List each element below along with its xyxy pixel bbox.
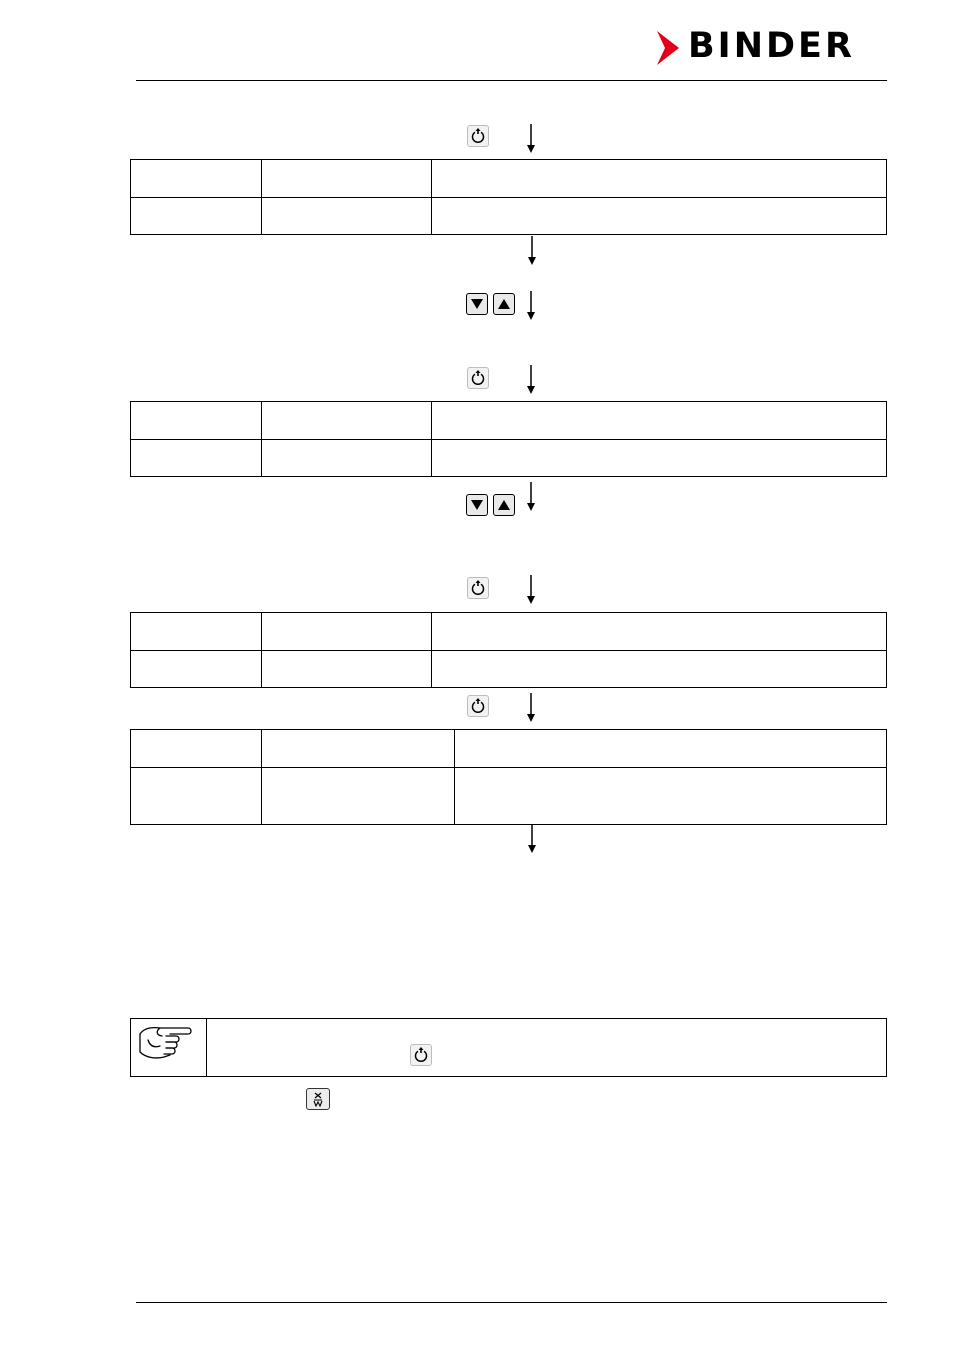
up-key: [493, 494, 515, 516]
down-arrow-icon: [526, 124, 536, 154]
settings-table-4: [130, 729, 887, 825]
table-cell: [131, 440, 262, 477]
header-rule: [136, 80, 887, 81]
up-triangle-icon: [497, 499, 511, 511]
enter-key: [467, 577, 489, 599]
table-cell: [131, 160, 262, 198]
table-row: [131, 651, 887, 688]
settings-table-1: [130, 159, 887, 235]
table-cell: [262, 160, 432, 198]
enter-circle-arrow-icon: [470, 580, 486, 596]
enter-circle-arrow-icon: [413, 1047, 429, 1063]
table-cell: [262, 198, 432, 235]
down-arrow-icon: [526, 575, 536, 605]
down-arrow-icon: [526, 365, 536, 395]
enter-circle-arrow-icon: [470, 698, 486, 714]
table-cell: [432, 651, 887, 688]
table-cell: [262, 768, 455, 825]
table-cell: [131, 768, 262, 825]
table-cell: [131, 651, 262, 688]
settings-table-2: [130, 401, 887, 477]
table-row: [131, 440, 887, 477]
table-cell: [455, 768, 887, 825]
note-box: [130, 1018, 887, 1077]
up-triangle-icon: [497, 298, 511, 310]
down-arrow-icon: [527, 236, 537, 266]
logo-triangle-icon: [657, 31, 681, 65]
enter-key: [467, 367, 489, 389]
table-row: [131, 402, 887, 440]
table-cell: [262, 440, 432, 477]
table-cell: [432, 160, 887, 198]
table-cell: [131, 730, 262, 768]
enter-key: [467, 695, 489, 717]
down-arrow-icon: [526, 291, 536, 321]
footer-rule: [136, 1302, 887, 1303]
table-cell: [432, 440, 887, 477]
table-row: [131, 198, 887, 235]
down-triangle-icon: [470, 499, 484, 511]
enter-key: [467, 125, 489, 147]
enter-circle-arrow-icon: [470, 128, 486, 144]
exit-key-icon: [311, 1091, 325, 1107]
table-cell: [455, 730, 887, 768]
table-row: [131, 730, 887, 768]
enter-key: [410, 1044, 432, 1066]
table-cell: [262, 730, 455, 768]
note-divider: [206, 1019, 207, 1076]
table-cell: [131, 613, 262, 651]
down-arrow-icon: [527, 824, 537, 854]
table-cell: [432, 402, 887, 440]
logo-wordmark: BINDER: [688, 26, 855, 66]
table-row: [131, 768, 887, 825]
pointing-hand-icon: [136, 1022, 196, 1062]
binder-logo: [655, 26, 887, 66]
table-cell: [262, 613, 432, 651]
table-cell: [131, 402, 262, 440]
table-cell: [432, 198, 887, 235]
settings-table-3: [130, 612, 887, 688]
table-row: [131, 160, 887, 198]
down-arrow-icon: [526, 693, 536, 723]
enter-circle-arrow-icon: [470, 370, 486, 386]
table-cell: [262, 651, 432, 688]
table-cell: [262, 402, 432, 440]
table-cell: [432, 613, 887, 651]
table-cell: [131, 198, 262, 235]
exit-key: [306, 1088, 330, 1110]
down-key: [466, 494, 488, 516]
table-row: [131, 613, 887, 651]
down-arrow-icon: [526, 482, 536, 512]
down-key: [466, 293, 488, 315]
up-key: [493, 293, 515, 315]
down-triangle-icon: [470, 298, 484, 310]
